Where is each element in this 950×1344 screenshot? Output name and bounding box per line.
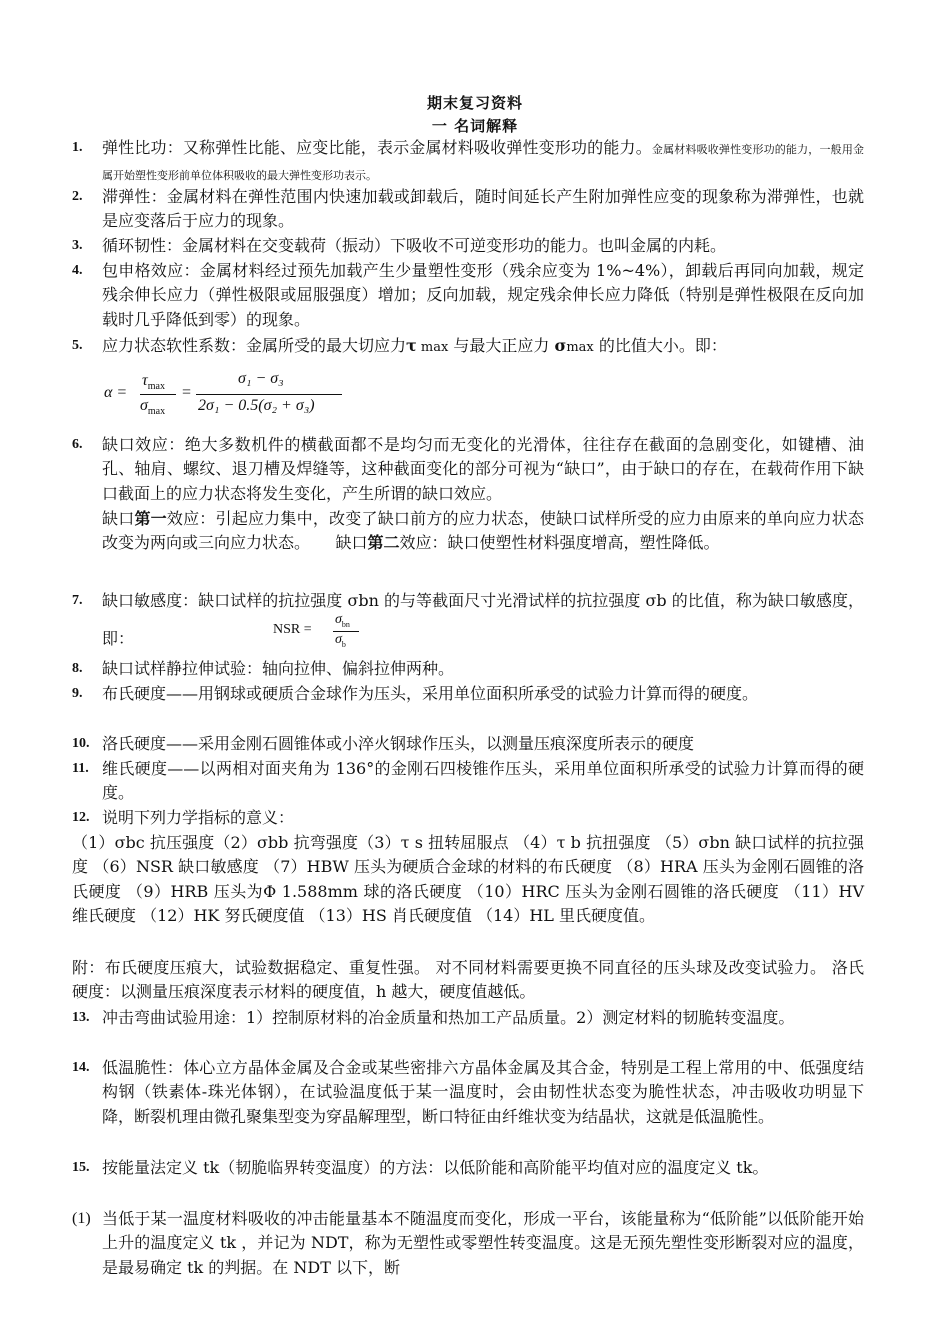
- list-item: [72, 136, 864, 189]
- list-item: [72, 1056, 864, 1129]
- item-text: 循环韧性：金属材料在交变载荷（振动）下吸收不可逆变形功的能力。也叫金属的内耗。: [102, 236, 727, 255]
- list-item: [72, 1156, 864, 1180]
- list-item: [72, 433, 864, 506]
- item-text: 洛氏硬度——采用金刚石圆锥体或小淬火钢球作压头，以测量压痕深度所表示的硬度: [102, 734, 695, 753]
- item-text: 滞弹性：金属材料在弹性范围内快速加载或卸载后，随时间延长产生附加弹性应变的现象称为滞弹性，也就是应变落后于应力的现象。: [102, 187, 864, 231]
- item-number: 6.: [72, 437, 83, 452]
- item-number: 5.: [72, 338, 83, 353]
- item-number: 1.: [72, 140, 83, 155]
- item-number: 7.: [72, 593, 83, 608]
- item-number: 4.: [72, 263, 83, 278]
- item-number: (1): [72, 1210, 91, 1227]
- item-text: 包申格效应：金属材料经过预先加载产生少量塑性变形（残余应变为 1%~4%），卸载后再同向加载，规定残余伸长应力（弹性极限或屈服强度）增加；反向加载，规定残余伸长应力降低（特别是弹性极限在反向加载时几乎降低到零）的现象。: [102, 261, 864, 329]
- formula-tau: τ: [142, 372, 148, 389]
- sigma-symbol: σ: [554, 336, 567, 355]
- item-text: 冲击弯曲试验用途：1）控制原材料的冶金质量和热加工产品质量。2）测定材料的韧脆转变温度。: [102, 1008, 795, 1027]
- notch-second: 第二: [367, 533, 400, 553]
- item-number: 13.: [72, 1010, 90, 1025]
- formula-alpha: α =: [104, 384, 128, 401]
- list-item: [72, 806, 864, 830]
- item-text: 按能量法定义 tk（韧脆临界转变温度）的方法：以低阶能和高阶能平均值对应的温度定义 tk。: [102, 1158, 769, 1177]
- notch-text: 效应：引起应力集中，改变了缺口前方的应力状态，使缺口试样所受的应力由原来的单向应力状态改变为两向或三向应力状态。: [102, 509, 864, 553]
- item-text: 维氏硬度——以两相对面夹角为 136°的金刚石四棱锥作压头，采用单位面积所承受的试验力计算而得的硬度。: [102, 759, 864, 803]
- notch-first: 第一: [134, 509, 167, 528]
- item-text: 与最大正应力: [448, 336, 555, 355]
- list-item: [72, 334, 864, 360]
- item-number: 10.: [72, 736, 90, 751]
- page-title: 期末复习资料: [426, 94, 523, 112]
- list-item: [72, 657, 864, 681]
- list-item: [72, 757, 864, 806]
- list-item: [72, 1207, 864, 1280]
- nsr-sigma: σ: [335, 612, 342, 627]
- item-text: 应力状态软性系数：金属所受的最大切应力: [102, 336, 407, 355]
- notch-text: 缺口: [335, 533, 368, 553]
- list-item: [72, 259, 864, 332]
- tau-symbol: τ: [406, 336, 417, 355]
- nsr-sigma: σ: [335, 632, 342, 647]
- formula-equals: =: [182, 384, 192, 401]
- notch-effects: [72, 507, 864, 556]
- item-number: 11.: [72, 761, 89, 776]
- item-number: 3.: [72, 238, 83, 253]
- item-text: 弹性比功：又称弹性比能、应变比能，表示金属材料吸收弹性变形功的能力。: [102, 138, 652, 157]
- list-item: [72, 1006, 864, 1030]
- item-text: 缺口效应：绝大多数机件的横截面都不是均匀而无变化的光滑体，往往存在截面的急剧变化，如键槽、油孔、轴肩、螺纹、退刀槽及焊缝等，这种截面变化的部分可视为“缺口”，由于缺口的存在，在载荷作用下缺口截面上的应力状态将发生变化，产生所谓的缺口效应。: [102, 435, 864, 503]
- item-text: 说明下列力学指标的意义：: [102, 808, 295, 827]
- item-text: 低温脆性：体心立方晶体金属及合金或某些密排六方晶体金属及其合金，特别是工程上常用的中、低强度结构钢（铁素体-珠光体钢），在试验温度低于某一温度时，会由韧性状态变为脆性状态，冲击吸收功明显下降，断裂机理由微孔聚集型变为穿晶解理型，断口特征由纤维状变为结晶状，这就是低温脆性。: [102, 1058, 864, 1126]
- nsr-lhs: NSR =: [273, 622, 312, 637]
- formula-sub: max: [147, 381, 165, 393]
- item-text: 布氏硬度——用钢球或硬质合金球作为压头，采用单位面积所承受的试验力计算而得的硬度。: [102, 684, 759, 703]
- item-text: 缺口敏感度：缺口试样的抗拉强度 σbn 的与等截面尺寸光滑试样的抗拉强度 σb 的比值，称为缺口敏感度，即：: [102, 591, 864, 648]
- softness-coefficient-formula: [100, 370, 360, 420]
- note-paragraph: 附：布氏硬度压痕大，试验数据稳定、重复性强。 对不同材料需要更换不同直径的压头球及改变试验力。 洛氏硬度：以测量压痕深度表示材料的硬度值，h 越大，硬度值越低。: [72, 958, 864, 1002]
- fraction-bar: [196, 394, 342, 395]
- list-item: [72, 682, 864, 706]
- fraction-bar: [140, 394, 176, 395]
- notch-text: 效应：缺口使塑性材料强度增高，塑性降低。: [399, 533, 720, 553]
- nsr-formula: [273, 614, 373, 650]
- formula-sigma: σ: [140, 397, 148, 414]
- indices-paragraph: （1）σbc 抗压强度（2）σbb 抗弯强度（3）τ s 扭转屈服点 （4）τ b 抗扭强度 （5）σbn 缺口试样的抗拉强度 （6）NSR 缺口敏感度 （7）HBW 压头为硬质合金球的材料的布氏硬度 （8）HRA 压头为金刚石圆锥的洛氏硬度 （9）HRB 压头为Φ 1.588mm 球的洛氏硬度 （10）HRC 压头为金刚石圆锥的洛氏硬度 （11）HV 维氏硬度 （12）HK 努氏硬度值 （13）HS 肖氏硬度值 （14）HL 里氏硬度值。: [72, 833, 864, 926]
- list-item: [72, 582, 864, 658]
- formula-denominator: 2σ₁ − 0.5(σ₂ + σ₃): [198, 397, 315, 414]
- section-heading: 一 名词解释: [431, 117, 519, 135]
- item-number: 2.: [72, 189, 83, 204]
- list-item: [72, 234, 864, 258]
- item-number: 15.: [72, 1160, 90, 1175]
- formula-numerator: σ₁ − σ₃: [238, 370, 284, 387]
- item-number: 8.: [72, 661, 83, 676]
- item-number: 12.: [72, 810, 90, 825]
- nsr-sub: b: [341, 639, 346, 649]
- item-text: 缺口试样静拉伸试验：轴向拉伸、偏斜拉伸两种。: [102, 659, 455, 678]
- item-note: 金属材料吸收弹性变形功的能力，一般用金属开始塑性变形前单位体积吸收的最大弹性变形功表示。: [102, 143, 864, 183]
- list-item: [72, 185, 864, 234]
- nsr-sub: bn: [341, 619, 350, 629]
- max-subscript: max: [416, 340, 449, 355]
- item-text: 当低于某一温度材料吸收的冲击能量基本不随温度而变化，形成一平台，该能量称为“低阶能”以低阶能开始上升的温度定义 tk ，并记为 NDT，称为无塑性或零塑性转变温度。这是无预先塑性变形断裂对应的温度，是最易确定 tk 的判据。在 NDT 以下，断: [102, 1209, 864, 1277]
- item-number: 14.: [72, 1060, 90, 1075]
- formula-sub: max: [147, 406, 166, 418]
- item-number: 9.: [72, 686, 83, 701]
- notch-text: 缺口: [102, 509, 135, 528]
- list-item: [72, 732, 864, 756]
- max-subscript: max: [566, 340, 594, 355]
- item-text: 的比值大小。即：: [593, 336, 727, 355]
